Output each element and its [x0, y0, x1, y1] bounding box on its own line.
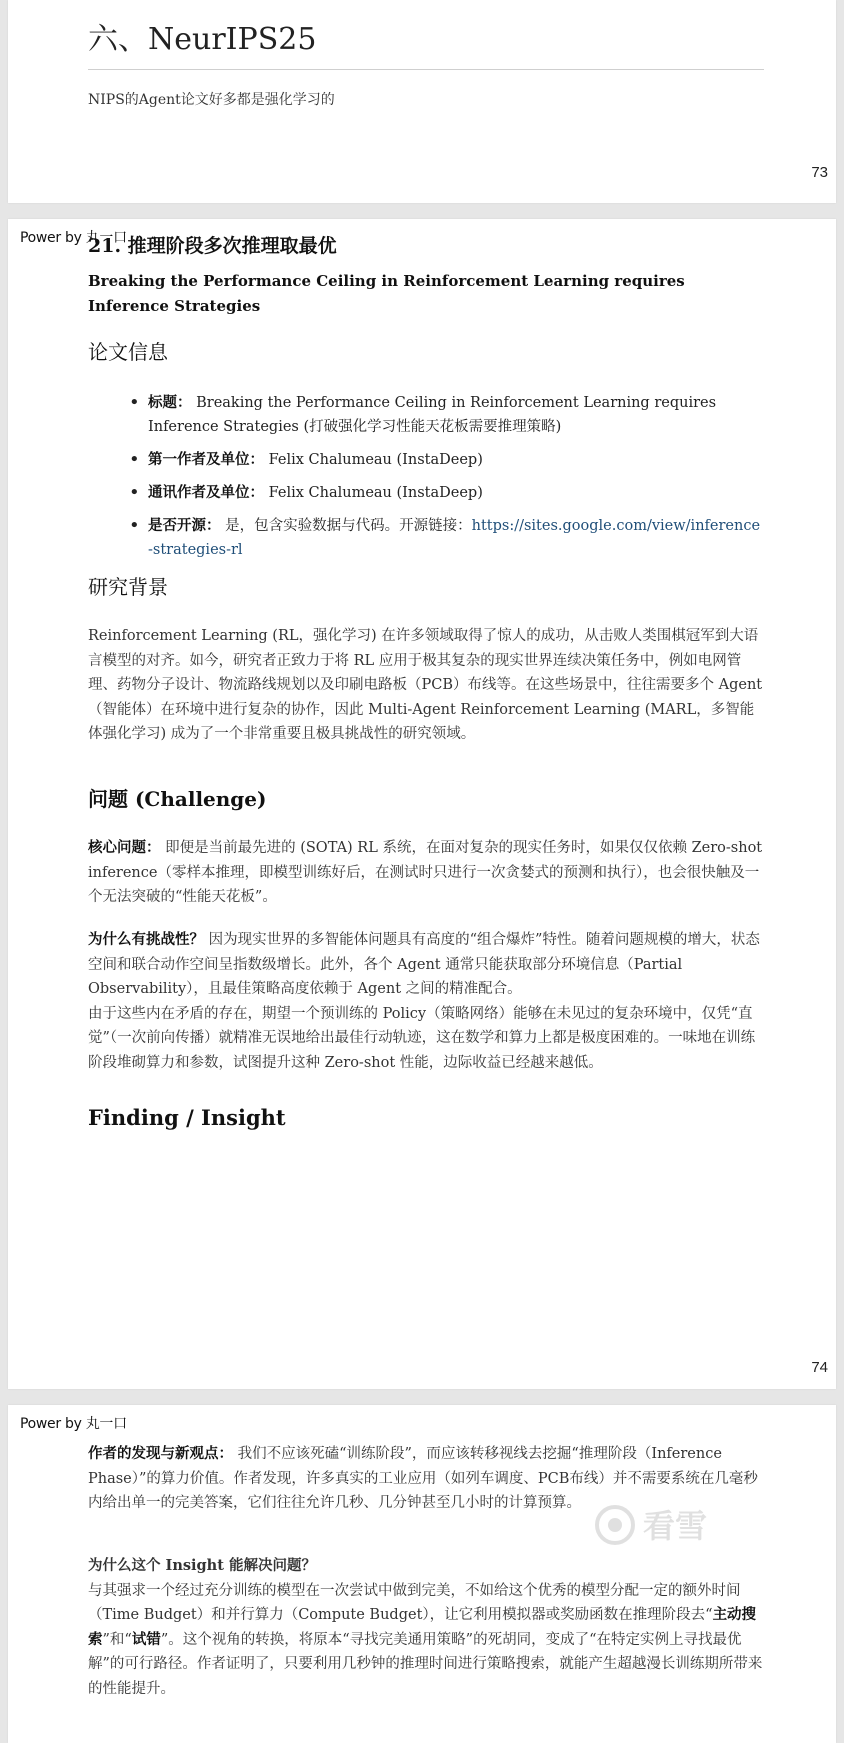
kanxue-watermark-logo: [593, 1500, 763, 1550]
bullet-icon: •: [129, 482, 140, 503]
paper-title-en: Breaking the Performance Ceiling in Reinforcement Learning requires Inference Strategies: [88, 272, 685, 315]
info-heading: 论文信息: [88, 340, 168, 364]
power-by-watermark: Power by 丸一口: [20, 1416, 127, 1432]
list-item: • 第一作者及单位： Felix Chalumeau (InstaDeep): [129, 449, 483, 470]
core-problem-text: 核心问题： 即便是当前最先进的 (SOTA) RL 系统，在面对复杂的现实任务时，如果仅仅依赖 Zero-shot inference（零样本推理，即模型训练好后，在测试时只进行一次贪婪式的预测和执行），也会很快触及一个无法突破的“性能天花板”。: [88, 839, 763, 905]
open-source-link[interactable]: https://sites.google.com/view/inference-strategies-rl: [148, 518, 761, 558]
why-insight-heading: 为什么这个 Insight 能解决问题？: [88, 1557, 316, 1574]
section-title: 六、NeurIPS25: [88, 22, 317, 57]
page-75: [8, 1405, 836, 1743]
paper-info-list: [88, 391, 764, 562]
paper-heading: 21. 推理阶段多次推理取最优: [88, 235, 337, 257]
section-intro: NIPS的Agent论文好多都是强化学习的: [88, 92, 335, 108]
bullet-icon: •: [129, 449, 140, 470]
finding-heading: Finding / Insight: [88, 1105, 286, 1130]
list-item: • 是否开源： 是，包含实验数据与代码。开源链接：https://sites.google.com/view/inference-strategies-rl: [129, 515, 761, 558]
page-number: 73: [811, 164, 828, 181]
svg-text:看雪: 看雪: [643, 1507, 708, 1545]
background-heading: 研究背景: [88, 575, 168, 599]
page-74: [8, 219, 836, 1389]
challenge-heading: 问题 (Challenge): [88, 787, 267, 811]
title-divider: [88, 69, 764, 70]
background-text: Reinforcement Learning (RL，强化学习) 在许多领域取得了惊人的成功，从击败人类围棋冠军到大语言模型的对齐。如今，研究者正致力于将 RL 应用于极其复杂的现实世界连续决策任务中，例如电网管理、药物分子设计、物流路线规划以及印刷电路板（PCB）布线等。在这些场景中，往往需要多个 Agent（智能体）在环境中进行复杂的协作，因此 Multi-Agent Reinforcement Learning (MARL，多智能体强化学习) 成为了一个非常重要且极具挑战性的研究领域。: [88, 628, 763, 742]
bullet-icon: •: [129, 392, 140, 413]
page-number: 74: [811, 1359, 828, 1376]
list-item: • 通讯作者及单位： Felix Chalumeau (InstaDeep): [129, 482, 483, 503]
why-insight-text: 与其强求一个经过充分训练的模型在一次尝试中做到完美，不如给这个优秀的模型分配一定的额外时间（Time Budget）和并行算力（Compute Budget），让它利用模拟器或奖励函数在推理阶段去“主动搜索”和“试错”。这个视角的转换，将原本“寻找完美通用策略”的死胡同，变成了“在特定实例上寻找最优解”的可行路径。作者证明了，只要利用几秒钟的推理时间进行策略搜索，就能产生超越漫长训练期所带来的性能提升。: [88, 1582, 763, 1697]
page-73: [8, 0, 836, 203]
why-challenge-text: 为什么有挑战性？ 因为现实世界的多智能体问题具有高度的“组合爆炸”特性。随着问题规模的增大，状态空间和联合动作空间呈指数级增长。此外，各个 Agent 通常只能获取部分环境信息（Partial Observability），且最佳策略高度依赖于 Agent 之间的精准配合。: [88, 931, 760, 997]
bullet-icon: •: [129, 515, 140, 536]
why-challenge-text-2: 由于这些内在矛盾的存在，期望一个预训练的 Policy（策略网络）能够在未见过的复杂环境中，仅凭“直觉”（一次前向传播）就精准无误地给出最佳行动轨迹，这在数学和算力上都是极度困难的。一味地在训练阶段堆砌算力和参数，试图提升这种 Zero-shot 性能，边际收益已经越来越低。: [88, 1005, 756, 1071]
kanxue-logo-icon: [593, 1500, 763, 1550]
list-item: • 标题： Breaking the Performance Ceiling in Reinforcement Learning requires Inference Strategies (打破强化学习性能天花板需要推理策略): [129, 392, 717, 435]
power-by-watermark: Power by 丸一口: [20, 230, 127, 246]
author-finding-text: 作者的发现与新观点： 我们不应该死磕“训练阶段”，而应该转移视线去挖掘“推理阶段（Inference Phase）”的算力价值。作者发现，许多真实的工业应用（如列车调度、PCB布线）并不需要系统在几毫秒内给出单一的完美答案，它们往往允许几秒、几分钟甚至几小时的计算预算。: [88, 1445, 758, 1511]
